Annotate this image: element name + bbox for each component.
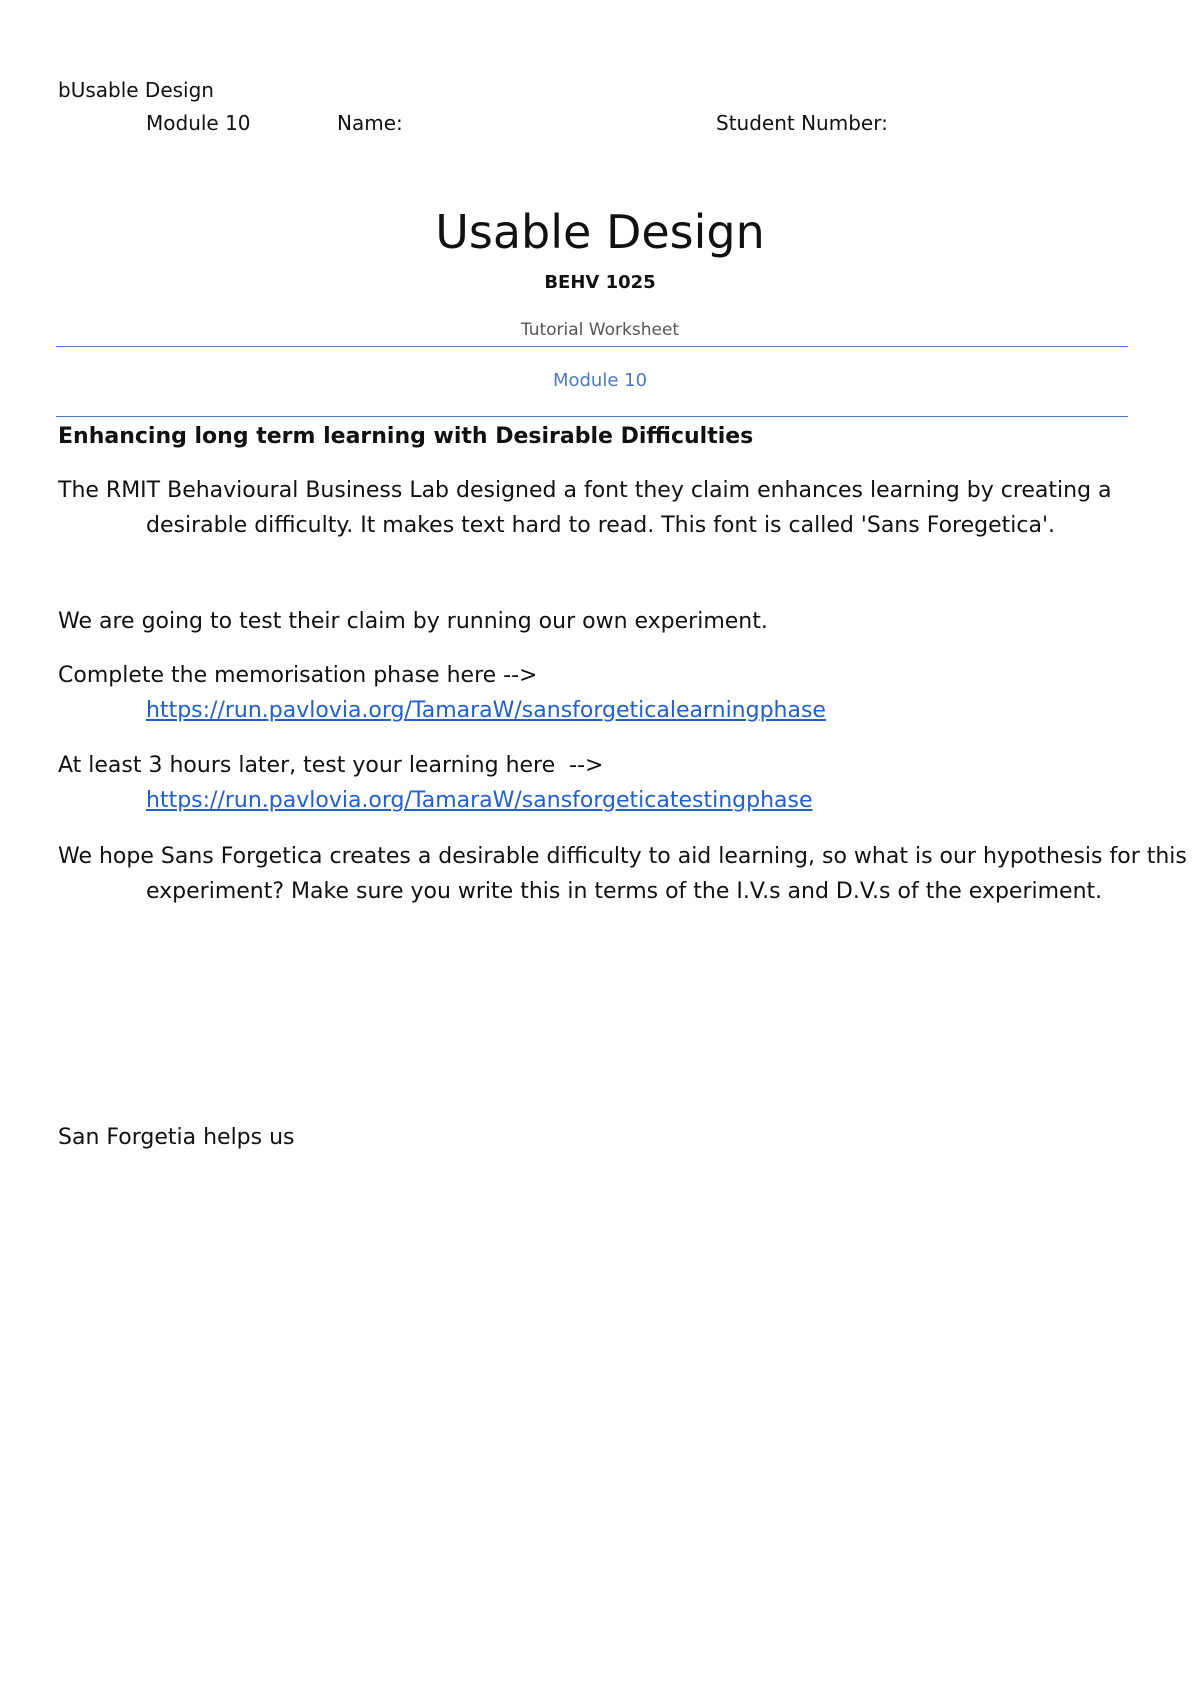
header-course: bUsable Design	[58, 78, 214, 102]
header-student-number-label: Student Number:	[716, 111, 888, 135]
header-name-label: Name:	[337, 111, 403, 135]
module-label: Module 10	[552, 370, 648, 391]
document-title: Usable Design	[435, 205, 765, 259]
paragraph-memorisation	[58, 658, 1118, 728]
answer-text[interactable]: San Forgetia helps us	[58, 1125, 295, 1150]
paragraph-testing	[58, 748, 1118, 818]
paragraph-intro: The RMIT Behavioural Business Lab designed a font they claim enhances learning by creating a desirable difficulty. It makes text hard to read. This font is called 'Sans Foregetica'.	[58, 478, 1112, 538]
memorisation-text: Complete the memorisation phase here -->	[58, 663, 538, 688]
paragraph-hypothesis-question: We hope Sans Forgetica creates a desirable difficulty to aid learning, so what is our hypothesis for this experiment? Make sure you write this in terms of the I.V.s and D.V.s of the experiment.	[58, 844, 1187, 904]
testing-text: At least 3 hours later, test your learning here -->	[58, 753, 604, 778]
testing-link[interactable]: https://run.pavlovia.org/TamaraW/sansforgeticatestingphase	[146, 788, 813, 813]
course-code: BEHV 1025	[544, 272, 656, 293]
header-module: Module 10	[146, 111, 251, 135]
divider-top	[56, 346, 1128, 347]
memorisation-link[interactable]: https://run.pavlovia.org/TamaraW/sansforgeticalearningphase	[146, 698, 826, 723]
divider-bottom	[56, 416, 1128, 417]
section-heading: Enhancing long term learning with Desirable Difficulties	[58, 424, 754, 449]
paragraph-experiment: We are going to test their claim by running our own experiment.	[58, 609, 768, 634]
document-subtitle: Tutorial Worksheet	[520, 320, 680, 340]
